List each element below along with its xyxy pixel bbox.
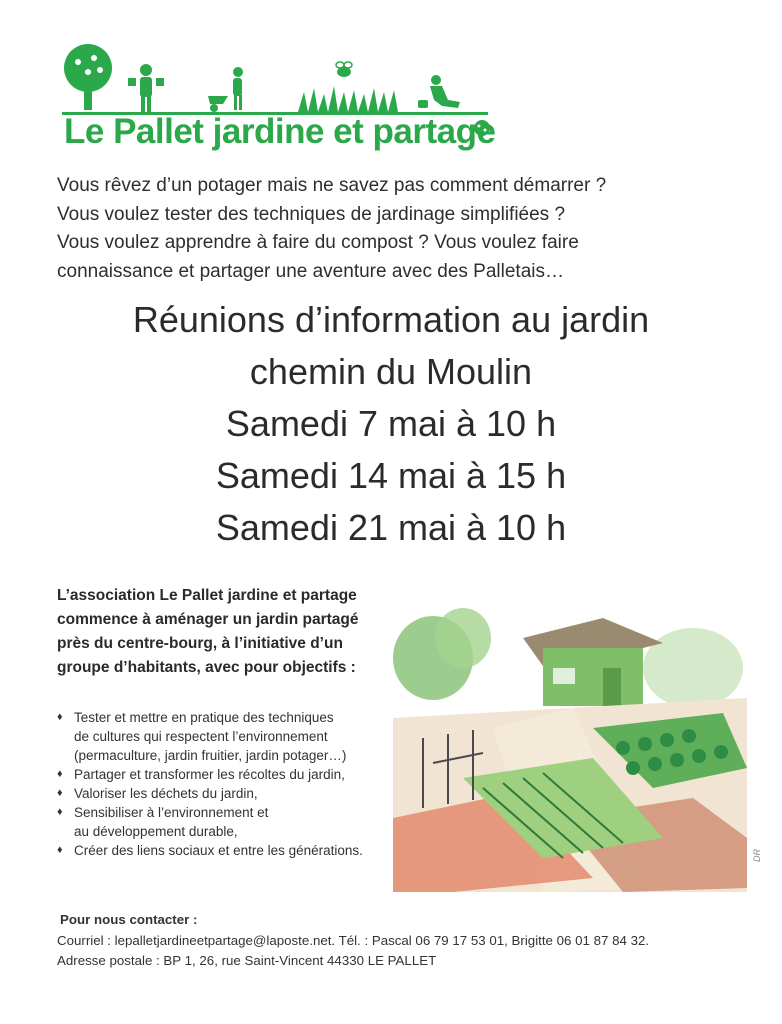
logo-title: Le Pallet jardine et partage [64,112,496,151]
person-with-plants-icon [128,64,164,112]
kneeling-gardener-icon [418,75,460,108]
association-line: près du centre-bourg, à l’initiative d’un [57,635,343,652]
intro-text [57,172,747,286]
objective-line: Tester et mettre en pratique des techniques [74,710,334,725]
meetings-title: Réunions d’information au jardin [132,299,650,340]
meetings-place: chemin du Moulin [249,351,533,392]
gardener-wheelbarrow-icon [208,67,243,112]
objective-line: Créer des liens sociaux et entre les générations. [74,843,363,858]
objective-line: (permaculture, jardin fruitier, jardin potager…) [74,748,347,763]
diamond-bullet-icon: ♦ [57,768,63,780]
objective-item [57,803,402,841]
objective-item [57,841,402,860]
objective-line: Sensibiliser à l’environnement et [74,805,269,820]
diamond-bullet-icon: ♦ [57,844,63,856]
grass-icon [298,86,398,112]
meeting-date: Samedi 14 mai à 15 h [215,455,567,496]
objectives-list [57,708,402,860]
association-name: Le Pallet jardine et partage [159,587,357,604]
garden-drawing [393,588,747,892]
objective-item [57,765,402,784]
association-paragraph [57,584,397,680]
intro-line: Vous voulez tester des techniques de jardinage simplifiées ? [57,203,566,225]
association-line: groupe d’habitants, avec pour objectifs : [57,659,356,676]
meetings-block [0,294,782,554]
intro-line: Vous rêvez d’un potager mais ne savez pas comment démarrer ? [57,175,607,196]
tree-icon [64,44,112,110]
meeting-date: Samedi 21 mai à 10 h [215,507,567,548]
diamond-bullet-icon: ♦ [57,711,63,723]
bee-icon [336,62,352,77]
objective-line: Partager et transformer les récoltes du jardin, [74,767,345,782]
diamond-bullet-icon: ♦ [57,787,63,799]
contact-heading: Pour nous contacter : [60,912,198,927]
illustration-credit: DR [752,849,762,862]
objective-item [57,708,402,765]
objective-line: Valoriser les déchets du jardin, [74,786,258,801]
intro-line: Vous voulez apprendre à faire du compost ? Vous voulez faire [57,232,579,253]
contact-address-line: Adresse postale : BP 1, 26, rue Saint-Vincent 44330 LE PALLET [57,953,437,968]
meeting-date: Samedi 7 mai à 10 h [225,403,557,444]
intro-line: connaissance et partager une aventure avec des Palletais… [57,260,564,282]
contact-block [57,910,747,972]
contact-email-line: Courriel : lepalletjardineetpartage@laposte.net. Tél. : Pascal 06 79 17 53 01, Brigitte 06 01 87 84 32. [57,932,650,948]
association-line: commence à aménager un jardin partagé [57,611,359,628]
association-line: L’association Le Pallet jardine et partage [57,587,357,604]
diamond-bullet-icon: ♦ [57,806,63,818]
objective-line: de cultures qui respectent l’environnement [74,729,328,744]
objective-item [57,784,402,803]
objective-line: au développement durable, [74,824,238,839]
garden-illustration [393,588,747,892]
